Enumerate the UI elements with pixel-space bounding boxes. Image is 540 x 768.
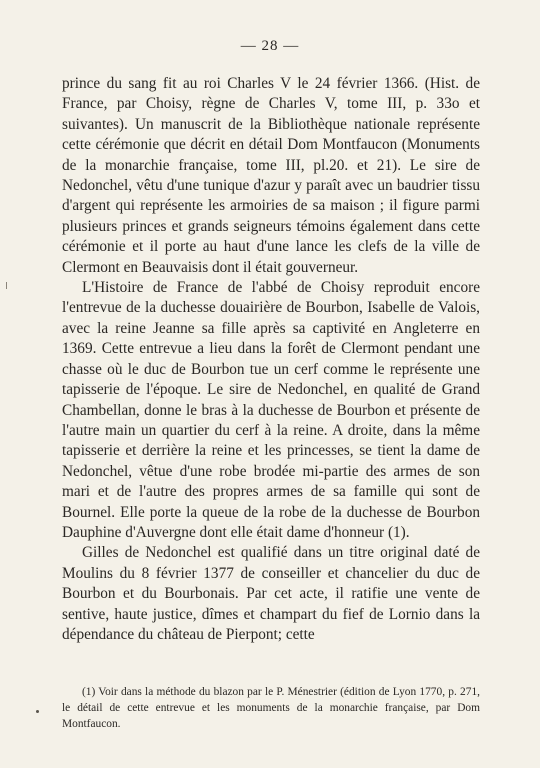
margin-tick [6,282,7,289]
page-number: — 28 — [240,38,300,54]
paragraph-3: Gilles de Nedonchel est qualifié dans un titre original daté de Moulins du 8 février 1377 de conseiller et chancelier du duc de Bourbon et du Bourbonais. Par cet acte, il ratifie une vente de sentive, haute justice, dîmes et champart du fief de Lornio dans la dépendance du château de Pierpont; cette [62,544,480,643]
margin-dot [36,710,39,713]
paragraph-1: prince du sang fit au roi Charles V le 24 février 1366. (Hist. de France, par Choisy, règne de Charles V, tome III, p. 33o et suivantes). Un manuscrit de la Bibliothèque nationale représente cette cérémonie que décrit en détail Dom Montfaucon (Monuments de la monarchie française, tome III, pl.20. et 21). Le sire de Nedonchel, vêtu d'une tunique d'azur y paraît avec un baudrier tissu d'argent qui représente les armoiries de sa maison ; il figure parmi plusieurs princes et grands seigneurs témoins également dans cette cérémonie et il porte au haut d'une lance les clefs de la ville de Clermont en Beauvaisis dont il était gouverneur. [62,75,480,276]
paragraph-2: L'Histoire de France de l'abbé de Choisy reproduit encore l'entrevue de la duchesse douairière de Bourbon, Isabelle de Valois, avec la reine Jeanne sa fille après sa captivité en Angleterre en 1369. Cette entrevue a lieu dans la forêt de Clermont pendant une chasse où le duc de Bourbon tue un cerf comme le représente une tapisserie de l'époque. Le sire de Nedonchel, en qualité de Grand Chambellan, donne le bras à la duchesse de Bourbon et présente de l'autre main un quartier du cerf à la reine. A droite, dans la même tapisserie et derrière la reine et les princesses, se tient la dame de Nedonchel, vêtue d'une robe brodée mi-partie des armes de son mari et de l'autre des propres armes de sa famille qui sont de Bournel. Elle porte la queue de la robe de la duchesse de Bourbon Dauphine d'Auvergne dont elle était dame d'honneur (1). [62,279,480,541]
footnote: (1) Voir dans la méthode du blazon par le P. Ménestrier (édition de Lyon 1770, p. 271, le détail de cette entrevue et les monuments de la monarchie française, par Dom Montfaucon. [62,686,480,730]
body-text [62,74,480,645]
